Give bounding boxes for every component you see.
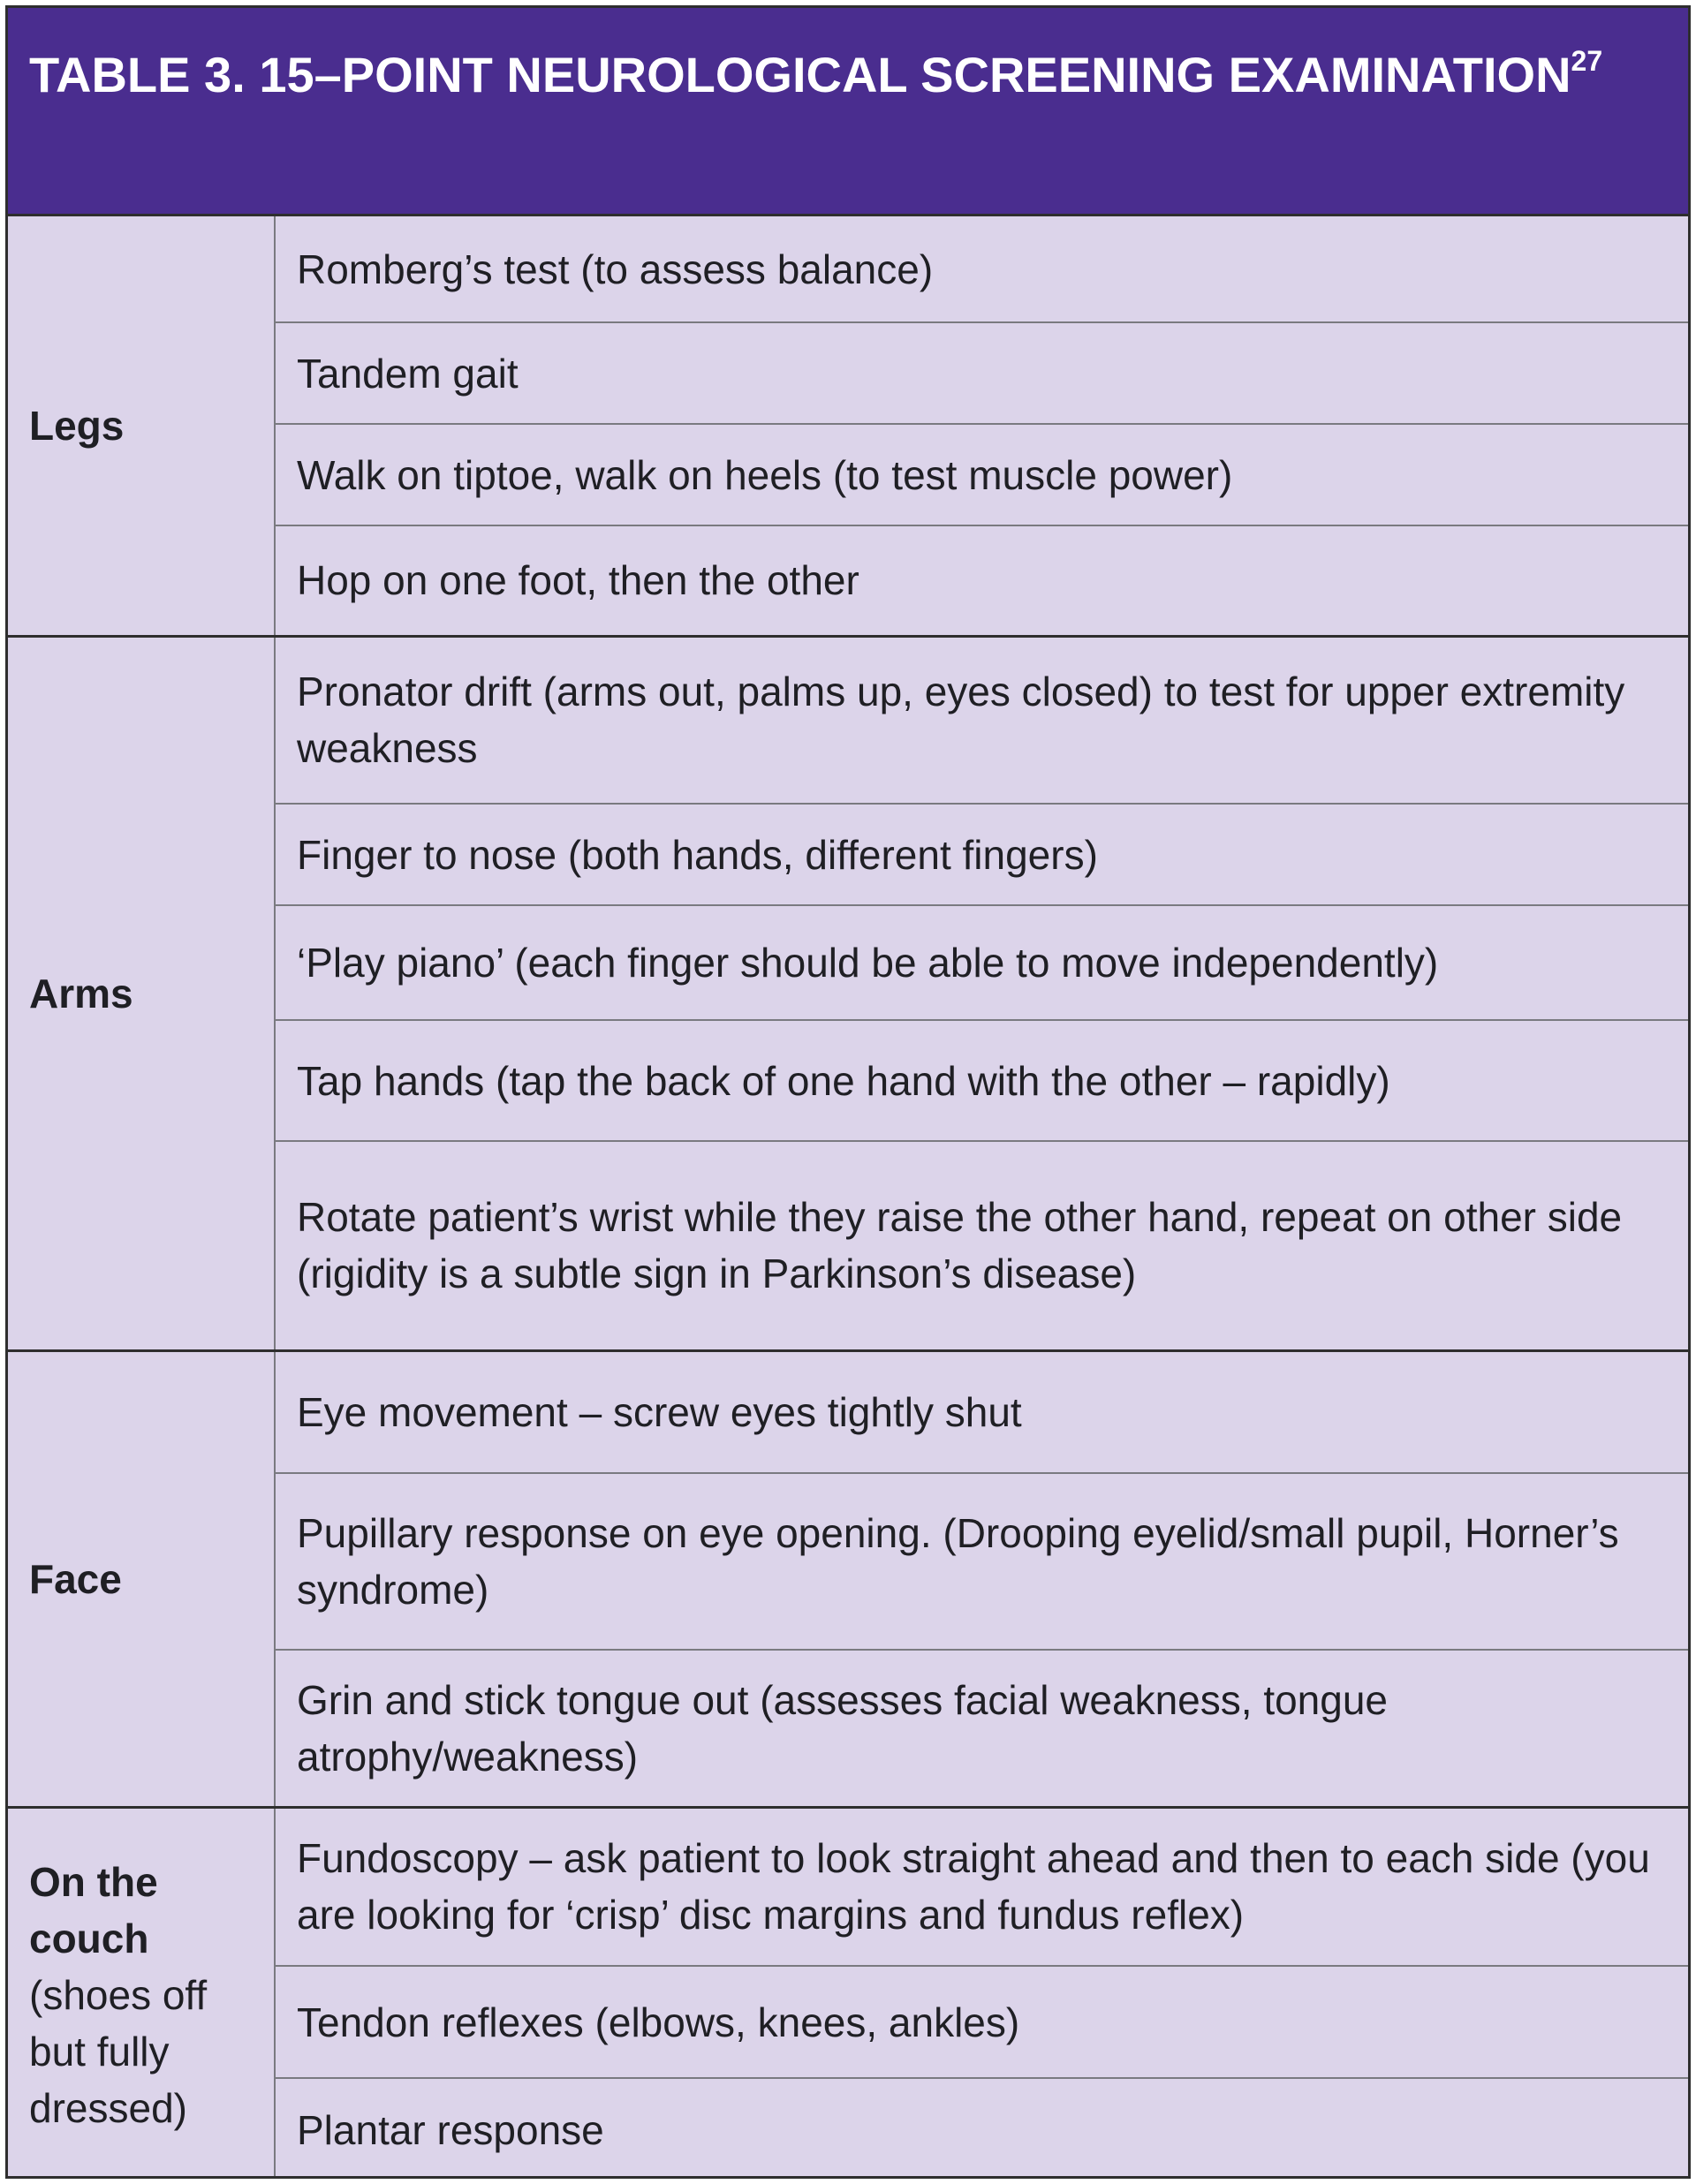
title-text: TABLE 3. 15–POINT NEUROLOGICAL SCREENING EXAMINATION	[29, 47, 1571, 102]
category-label: Arms	[29, 970, 133, 1016]
item-cell: Walk on tiptoe, walk on heels (to test muscle power)	[275, 424, 1688, 525]
category-cell-legs	[8, 216, 275, 636]
table-row	[8, 216, 1688, 322]
category-cell-arms	[8, 636, 275, 1350]
table-header	[8, 8, 1688, 216]
table-row	[8, 1807, 1688, 1966]
item-cell: Eye movement – screw eyes tightly shut	[275, 1350, 1688, 1473]
category-note: (shoes off but fully dressed)	[29, 1971, 208, 2131]
item-cell: Pupillary response on eye opening. (Drooping eyelid/small pupil, Horner’s syndrome)	[275, 1473, 1688, 1650]
item-cell: Tap hands (tap the back of one hand with the other – rapidly)	[275, 1020, 1688, 1141]
item-cell: Grin and stick tongue out (assesses facial weakness, tongue atrophy/weakness)	[275, 1650, 1688, 1807]
item-cell: Finger to nose (both hands, different fingers)	[275, 804, 1688, 905]
table-title	[29, 38, 1667, 112]
title-reference: 27	[1571, 45, 1603, 77]
item-cell: Tandem gait	[275, 322, 1688, 424]
item-cell: Plantar response	[275, 2078, 1688, 2179]
category-label: Legs	[29, 402, 125, 449]
item-cell: Pronator drift (arms out, palms up, eyes closed) to test for upper extremity weakness	[275, 636, 1688, 804]
category-label: Face	[29, 1555, 122, 1602]
table-body	[8, 216, 1688, 2179]
item-cell: ‘Play piano’ (each finger should be able to move independently)	[275, 905, 1688, 1020]
category-label: On the couch	[29, 1858, 158, 1961]
item-cell: Fundoscopy – ask patient to look straight ahead and then to each side (you are looking for ‘crisp’ disc margins and fundus reflex)	[275, 1807, 1688, 1966]
table-row	[8, 1350, 1688, 1473]
item-cell: Romberg’s test (to assess balance)	[297, 246, 934, 292]
category-cell-face	[8, 1350, 275, 1807]
item-cell: Tendon reflexes (elbows, knees, ankles)	[275, 1966, 1688, 2078]
table-frame	[5, 5, 1691, 2179]
category-cell-on-the-couch	[8, 1807, 275, 2179]
item-cell: Hop on one foot, then the other	[275, 525, 1688, 636]
screening-table	[8, 216, 1688, 2179]
table-row	[8, 636, 1688, 804]
item-cell: Rotate patient’s wrist while they raise the other hand, repeat on other side (rigidity is a subtle sign in Parkinson’s disease)	[275, 1141, 1688, 1350]
